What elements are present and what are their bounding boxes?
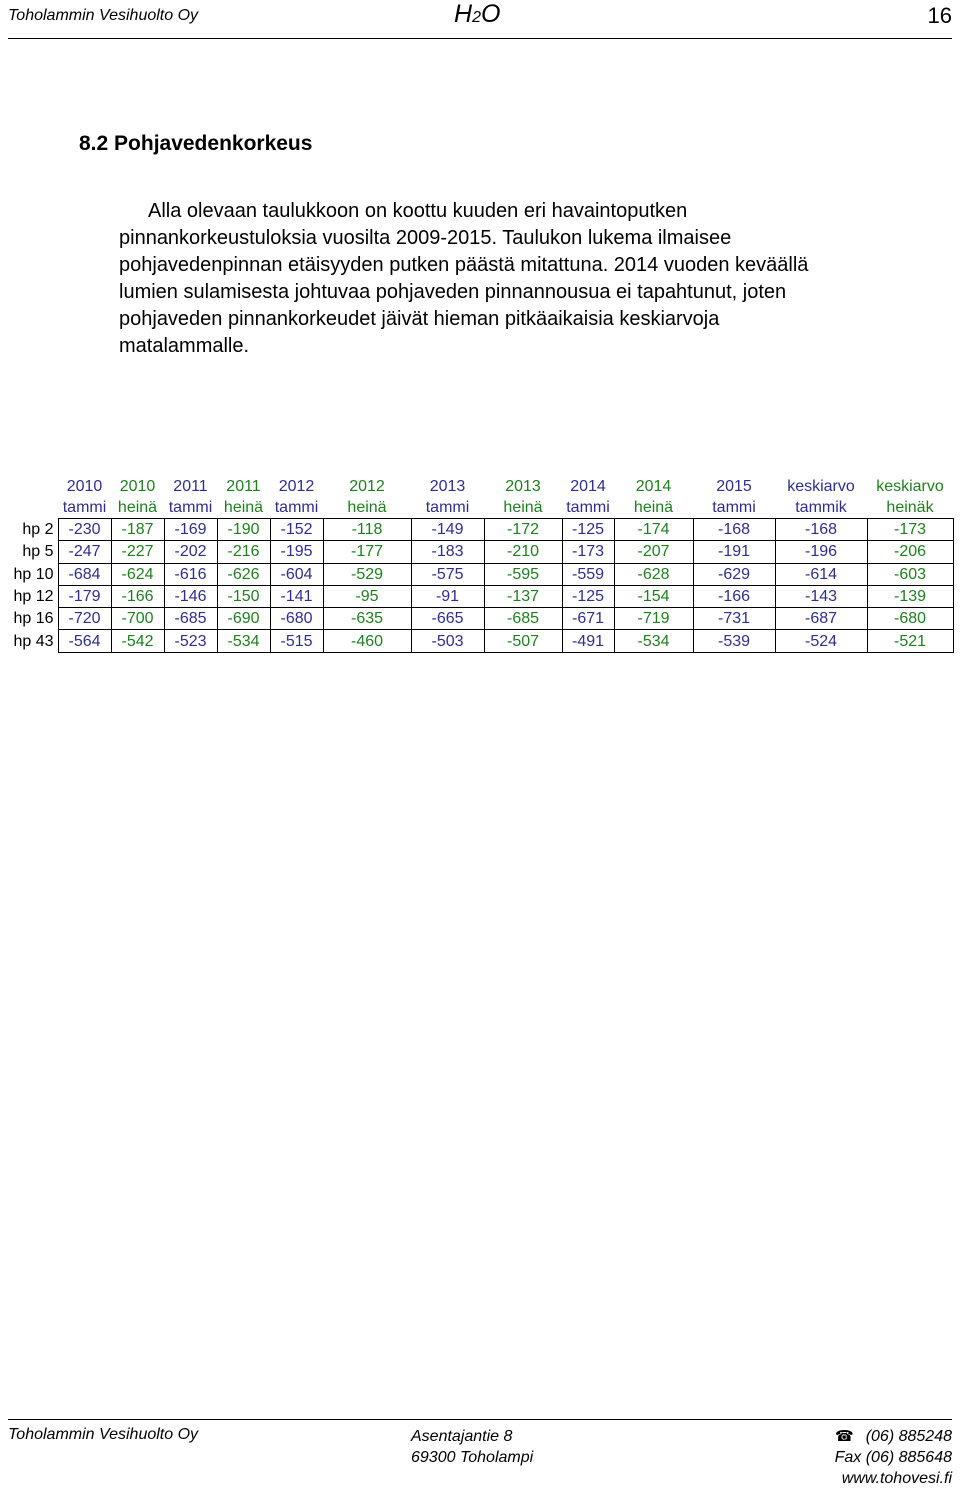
- column-header-top: keskiarvo: [787, 478, 855, 495]
- table-cell: -603: [867, 563, 953, 585]
- column-header: [562, 476, 614, 519]
- footer-fax: Fax (06) 885648: [834, 1449, 952, 1466]
- table-cell: -680: [867, 608, 953, 630]
- table-cell: -595: [484, 563, 562, 585]
- column-header-bottom: tammi: [712, 499, 756, 516]
- logo-sub: 2: [472, 9, 481, 26]
- table-cell: -524: [775, 630, 867, 652]
- table-cell: -152: [270, 519, 323, 541]
- table-cell: -190: [217, 519, 270, 541]
- column-header-bottom: heinä: [347, 499, 387, 516]
- table-cell: -687: [775, 608, 867, 630]
- row-label: hp 43: [13, 632, 54, 650]
- paragraph-line: pinnankorkeustuloksia vuosilta 2009-2015. Taulukon lukema ilmaisee: [119, 227, 732, 249]
- table-row: [8, 608, 953, 630]
- table-cell: -629: [693, 563, 775, 585]
- table-cell: -141: [270, 585, 323, 607]
- table-cell: -515: [270, 630, 323, 652]
- table-cell: -146: [164, 585, 217, 607]
- column-header-bottom: tammi: [168, 499, 213, 516]
- table-cell: -539: [693, 630, 775, 652]
- table-cell: -150: [217, 585, 270, 607]
- column-header: [614, 476, 693, 519]
- column-header-bottom: tammik: [795, 499, 847, 516]
- table-row: [8, 630, 953, 652]
- footer-contact: [835, 1426, 952, 1489]
- table-cell: -149: [411, 519, 484, 541]
- table-body: [8, 519, 953, 653]
- table-cell: -665: [411, 608, 484, 630]
- page-footer: [8, 1419, 952, 1486]
- table-cell: -154: [614, 585, 693, 607]
- footer-website[interactable]: www.tohovesi.fi: [841, 1470, 952, 1487]
- column-header: [111, 476, 164, 519]
- table-cell: -118: [323, 519, 411, 541]
- table-row: [8, 519, 953, 541]
- table-cell: -206: [867, 541, 953, 563]
- table-row: [8, 585, 953, 607]
- table-cell: -503: [411, 630, 484, 652]
- table-cell: -529: [323, 563, 411, 585]
- table-cell: -491: [562, 630, 614, 652]
- paragraph-line: lumien sulamisesta johtuvaa pohjaveden pinnannousua ei tapahtunut, joten: [119, 281, 787, 303]
- table-cell: -460: [323, 630, 411, 652]
- footer-phone-line: [835, 1426, 952, 1447]
- table-cell: -690: [217, 608, 270, 630]
- column-header-top: 2010: [119, 478, 156, 495]
- table-cell: -177: [323, 541, 411, 563]
- table-cell: -614: [775, 563, 867, 585]
- row-label: hp 2: [22, 521, 54, 539]
- footer-company: Toholammin Vesihuolto Oy: [8, 1426, 199, 1443]
- table-cell: -685: [484, 608, 562, 630]
- table-cell: -143: [775, 585, 867, 607]
- page-header: [8, 0, 952, 39]
- column-header-top: 2015: [716, 478, 752, 495]
- table-cell: -173: [562, 541, 614, 563]
- table-cell: -183: [411, 541, 484, 563]
- table-cell: -216: [217, 541, 270, 563]
- paragraph-line: pohjavedenpinnan etäisyyden putken päästä mitattuna. 2014 vuoden keväällä: [119, 254, 809, 276]
- table-cell: -174: [614, 519, 693, 541]
- table-cell: -191: [693, 541, 775, 563]
- section-title: 8.2 Pohjavedenkorkeus: [79, 132, 313, 155]
- header-logo: [454, 0, 500, 29]
- table-cell: -187: [111, 519, 164, 541]
- table-cell: -604: [270, 563, 323, 585]
- table-cell: -247: [58, 541, 111, 563]
- phone-icon: ☎: [835, 1428, 854, 1445]
- column-header-bottom: heinäk: [886, 499, 934, 516]
- paragraph-line: pohjaveden pinnankorkeudet jäivät hieman pitkäaikaisia keskiarvoja: [119, 308, 720, 330]
- column-header-top: 2011: [173, 478, 208, 495]
- table-cell: -168: [775, 519, 867, 541]
- table-cell: -169: [164, 519, 217, 541]
- table-cell: -534: [614, 630, 693, 652]
- table-cell: -542: [111, 630, 164, 652]
- table-cell: -680: [270, 608, 323, 630]
- table-cell: -575: [411, 563, 484, 585]
- row-label: hp 10: [13, 565, 54, 583]
- logo-main: H: [454, 0, 473, 28]
- column-header-top: 2014: [635, 478, 672, 495]
- table-cell: -626: [217, 563, 270, 585]
- table-cell: -125: [562, 519, 614, 541]
- body-paragraph: [119, 198, 859, 360]
- table-cell: -195: [270, 541, 323, 563]
- table-header-row: [8, 476, 953, 519]
- column-header-top: 2010: [66, 478, 103, 495]
- table-cell: -196: [775, 541, 867, 563]
- table-cell: -700: [111, 608, 164, 630]
- column-header-top: keskiarvo: [876, 478, 944, 495]
- column-header-top: 2012: [278, 478, 315, 495]
- column-header: [484, 476, 562, 519]
- table-cell: -616: [164, 563, 217, 585]
- paragraph-line: Alla olevaan taulukkoon on koottu kuuden eri havaintoputken: [148, 200, 688, 222]
- column-header-top: 2013: [505, 478, 541, 495]
- table-cell: -684: [58, 563, 111, 585]
- table-cell: -719: [614, 608, 693, 630]
- table-cell: -207: [614, 541, 693, 563]
- table-cell: -507: [484, 630, 562, 652]
- table-cell: -523: [164, 630, 217, 652]
- column-header: [58, 476, 111, 519]
- footer-street: Asentajantie 8: [411, 1428, 513, 1445]
- column-header-bottom: tammi: [425, 499, 470, 516]
- column-header-bottom: tammi: [274, 499, 319, 516]
- table-cell: -137: [484, 585, 562, 607]
- column-header-bottom: heinä: [503, 499, 543, 516]
- row-label: hp 16: [13, 610, 54, 628]
- table-cell: -635: [323, 608, 411, 630]
- table-cell: -624: [111, 563, 164, 585]
- table-cell: -671: [562, 608, 614, 630]
- paragraph-line: matalammalle.: [119, 335, 250, 357]
- table-cell: -521: [867, 630, 953, 652]
- table-cell: -227: [111, 541, 164, 563]
- table-cell: -564: [58, 630, 111, 652]
- groundwater-table: [8, 476, 954, 653]
- table-cell: -731: [693, 608, 775, 630]
- header-company: Toholammin Vesihuolto Oy: [8, 7, 199, 24]
- row-label: hp 12: [13, 588, 54, 606]
- footer-phone: (06) 885248: [865, 1428, 952, 1445]
- column-header-top: 2012: [349, 478, 385, 495]
- column-header-bottom: heinä: [117, 499, 158, 516]
- table-cell: -720: [58, 608, 111, 630]
- column-header-top: 2013: [429, 478, 466, 495]
- table-cell: -168: [693, 519, 775, 541]
- column-header-top: 2011: [226, 478, 261, 495]
- table-cell: -166: [111, 585, 164, 607]
- table-cell: -534: [217, 630, 270, 652]
- table-row: [8, 563, 953, 585]
- table-cell: -91: [411, 585, 484, 607]
- row-label: hp 5: [22, 543, 54, 561]
- column-header: [270, 476, 323, 519]
- header-corner: [8, 476, 58, 519]
- table-cell: -230: [58, 519, 111, 541]
- table-cell: -166: [693, 585, 775, 607]
- column-header: [164, 476, 217, 519]
- column-header-bottom: tammi: [62, 499, 107, 516]
- table-cell: -173: [867, 519, 953, 541]
- column-header-top: 2014: [570, 478, 606, 495]
- column-header: [693, 476, 775, 519]
- logo-end: O: [480, 0, 501, 28]
- page-number: 16: [927, 3, 952, 28]
- table-cell: -202: [164, 541, 217, 563]
- column-header: [323, 476, 411, 519]
- table-row: [8, 541, 953, 563]
- table-cell: -628: [614, 563, 693, 585]
- footer-city: 69300 Toholampi: [411, 1449, 534, 1466]
- column-header: [867, 476, 953, 519]
- column-header: [411, 476, 484, 519]
- table-cell: -559: [562, 563, 614, 585]
- column-header-bottom: heinä: [633, 499, 674, 516]
- table-cell: -172: [484, 519, 562, 541]
- column-header: [217, 476, 270, 519]
- table-cell: -95: [323, 585, 411, 607]
- column-header-bottom: tammi: [566, 499, 610, 516]
- table-cell: -125: [562, 585, 614, 607]
- table-cell: -179: [58, 585, 111, 607]
- column-header: [775, 476, 867, 519]
- table-cell: -139: [867, 585, 953, 607]
- footer-address: [411, 1426, 533, 1468]
- table-cell: -210: [484, 541, 562, 563]
- column-header-bottom: heinä: [223, 499, 264, 516]
- table-cell: -685: [164, 608, 217, 630]
